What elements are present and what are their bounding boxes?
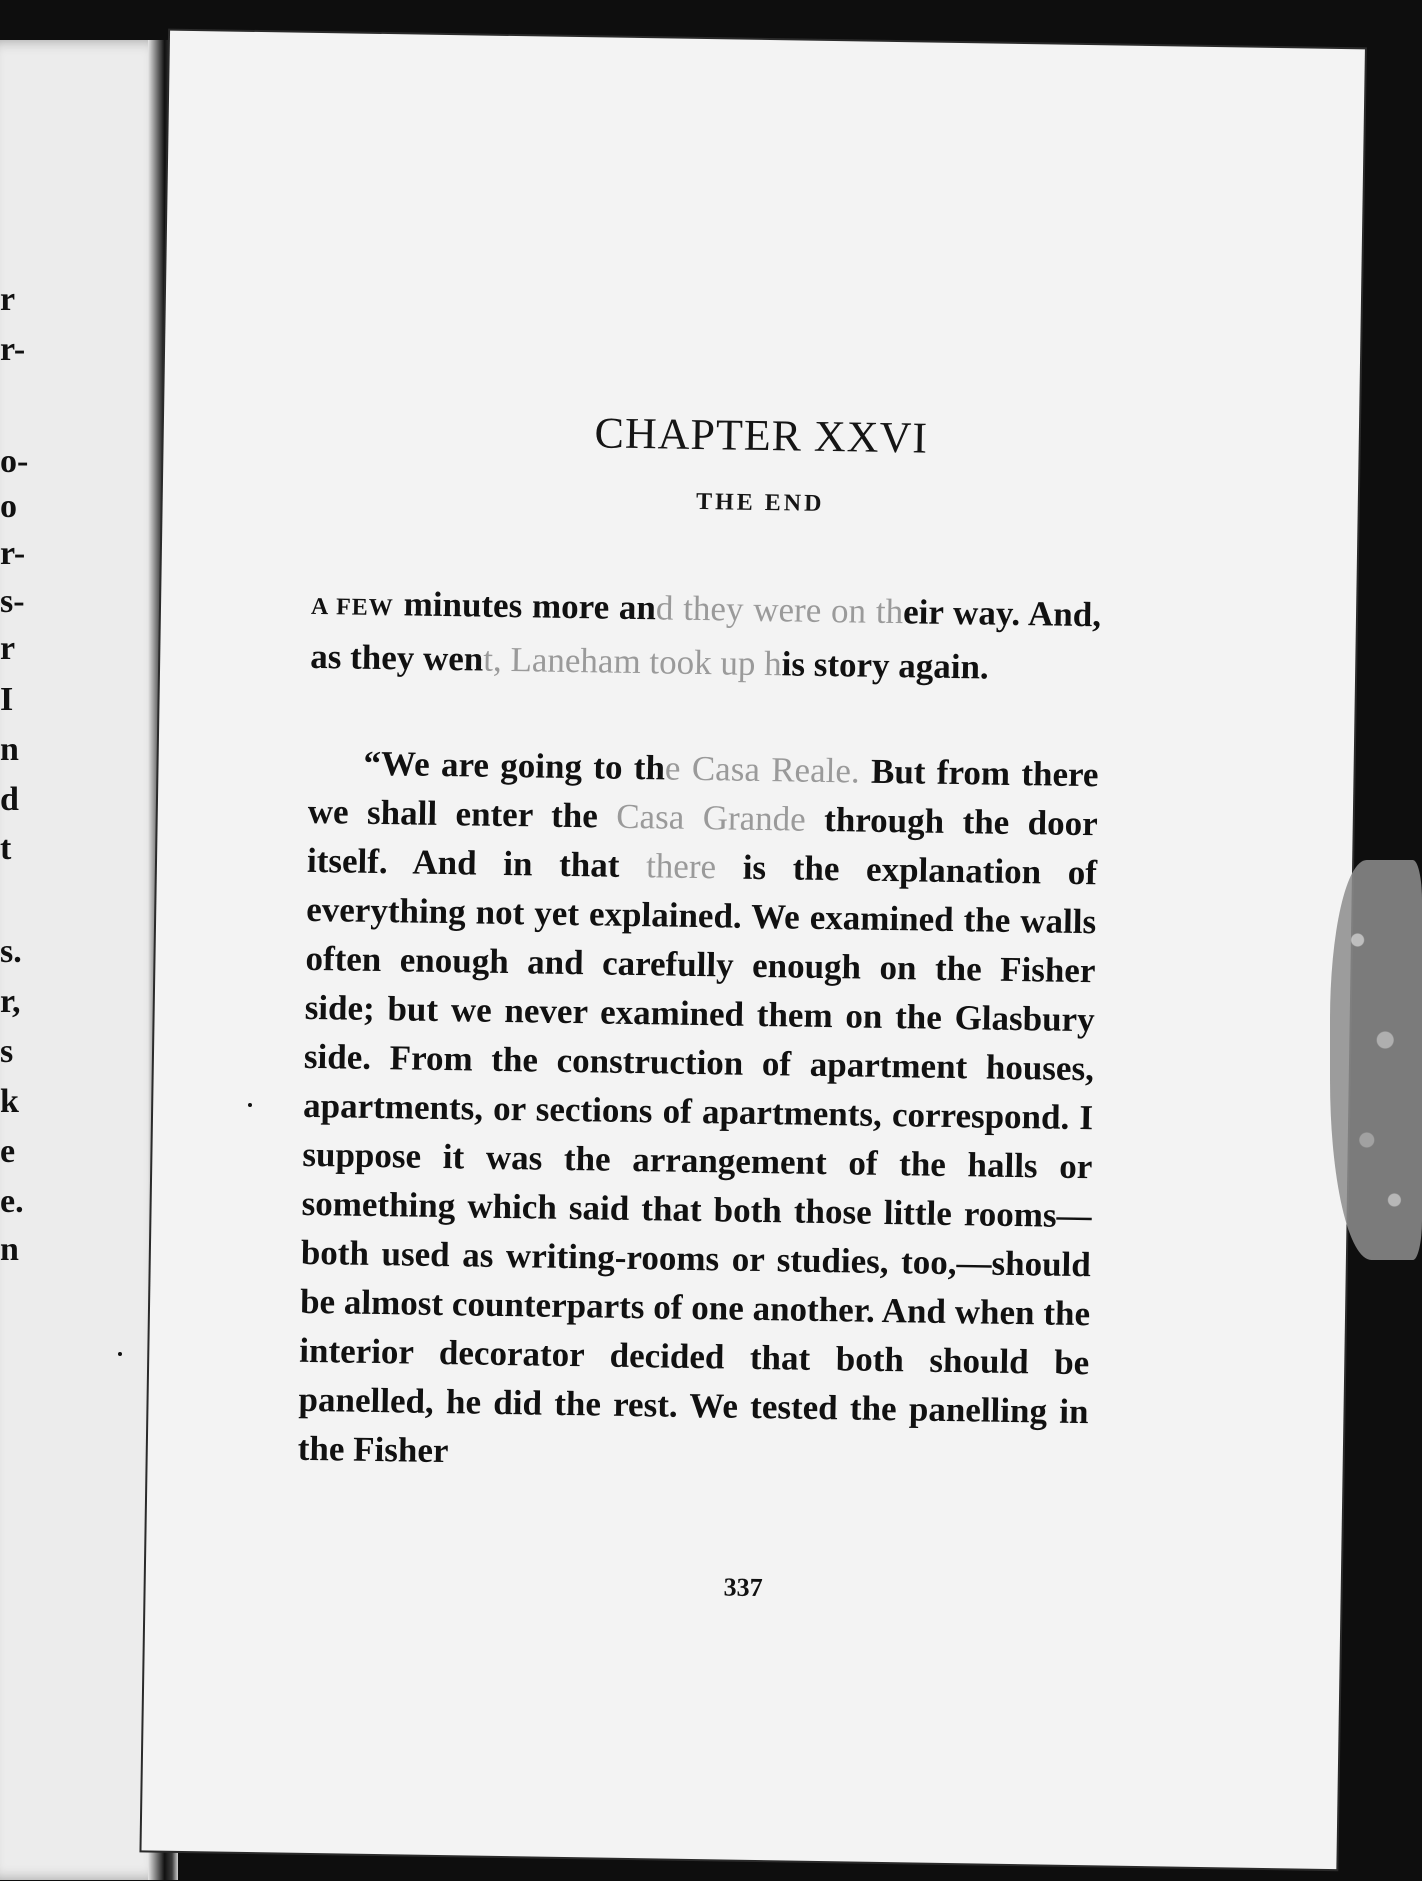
- paragraph-text: through the door itself. And in that: [306, 799, 1099, 886]
- chapter-title: CHAPTER XXVI: [594, 408, 929, 463]
- dust-speck: [118, 1352, 122, 1356]
- left-page-fragment: s: [0, 1033, 14, 1070]
- left-page-fragment: d: [0, 781, 19, 818]
- left-page-fragment: r,: [0, 983, 21, 1020]
- page-stain: [1330, 860, 1422, 1260]
- paragraph-text: is the explanation of everything not yet explained. We examined the walls often enough and carefully enough on the Fisher side; but we never examined them on the Glasbury side. From the construction of apartment houses, apartments, or sections of apartments, correspond. I suppose it was the arrangement of the halls or something which said that both those little rooms—both used as writing-rooms or studies, too,—should be almost counterparts of one another. And when the interior decorator decided that both should be panelled, he did the rest. We tested the panelling in the Fisher: [297, 847, 1098, 1471]
- book-page: [141, 31, 1364, 1870]
- left-page-fragment: o-: [0, 443, 29, 480]
- paragraph-text: minutes more an: [393, 584, 657, 628]
- paragraph-text: eir way. And, as they wen: [309, 592, 1102, 679]
- previous-page: [0, 40, 168, 1880]
- faded-text: there: [645, 846, 717, 887]
- left-page-fragment: r-: [0, 535, 26, 572]
- left-page-fragment: I: [0, 681, 14, 718]
- faded-text: t, Laneham took up h: [482, 639, 782, 684]
- left-page-fragment: k: [0, 1083, 19, 1120]
- left-page-fragment: s-: [0, 583, 25, 620]
- faded-text: d they were on th: [655, 588, 904, 632]
- page-number: 337: [723, 1572, 763, 1603]
- paragraph-text: But from there we shall enter the: [307, 751, 1099, 836]
- left-page-fragment: n: [0, 1231, 19, 1268]
- left-page-fragment: r-: [0, 331, 26, 368]
- left-page-fragment: e: [0, 1133, 16, 1170]
- paragraph-1: [310, 578, 1102, 693]
- faded-text: Casa Grande: [615, 796, 807, 839]
- dust-speck: [248, 1103, 252, 1107]
- chapter-subtitle: THE END: [695, 488, 825, 517]
- left-page-fragment: s.: [0, 933, 22, 970]
- paragraph-text: “We are going to th: [363, 743, 666, 788]
- left-page-fragment: n: [0, 731, 19, 768]
- left-page-fragment: o: [0, 488, 17, 525]
- left-page-fragment: t: [0, 830, 12, 867]
- paragraph-text: is story again.: [781, 644, 990, 687]
- left-page-fragment: e.: [0, 1183, 24, 1220]
- left-page-fragment: r: [0, 630, 16, 667]
- paragraph-2: [297, 738, 1098, 1485]
- left-page-fragment: r: [0, 281, 16, 318]
- smallcaps-lead: A FEW: [310, 593, 394, 622]
- faded-text: e Casa Reale.: [664, 748, 860, 791]
